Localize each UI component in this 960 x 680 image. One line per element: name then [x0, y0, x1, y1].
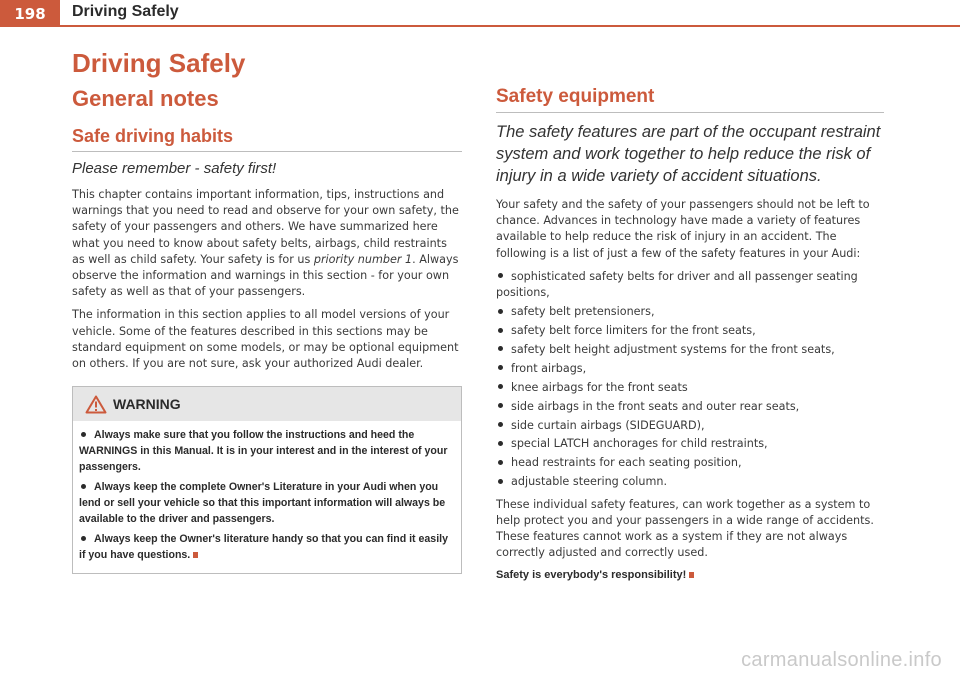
section-title-safety-equipment: Safety equipment	[496, 86, 884, 113]
list-item: head restraints for each seating position,	[496, 455, 884, 471]
safety-first-subtitle: Please remember - safety first!	[72, 160, 277, 177]
safety-equipment-paragraph: Your safety and the safety of your passengers should not be left to chance. Advances in technology have made a variety of features available to help reduce the risk of injury in an accident. The following is a list of just a few of the safety features in your Audi:	[496, 198, 870, 260]
bullet-icon	[498, 460, 503, 465]
warning-box	[72, 386, 462, 574]
warning-item: Always keep the Owner's literature handy so that you can find it easily if you have questions.	[79, 533, 448, 562]
end-of-section-icon	[193, 552, 198, 558]
end-of-section-icon	[689, 572, 694, 578]
section-title-general-notes: General notes	[72, 86, 219, 111]
list-item: front airbags,	[496, 361, 884, 377]
list-item: side airbags in the front seats and outer rear seats,	[496, 399, 884, 415]
running-title: Driving Safely	[72, 3, 179, 20]
page-number: 198	[0, 0, 60, 27]
warning-triangle-icon	[85, 395, 107, 414]
list-item: special LATCH anchorages for child restraints,	[496, 436, 884, 452]
list-item: safety belt height adjustment systems for the front seats,	[496, 342, 884, 358]
list-item: adjustable steering column.	[496, 474, 884, 490]
warning-label: WARNING	[113, 396, 181, 413]
responsibility-line: Safety is everybody's responsibility!	[496, 569, 884, 581]
warning-item: Always keep the complete Owner's Literature in your Audi when you lend or sell your vehicle so that this important information will always be available to the driver and passengers.	[79, 481, 446, 526]
right-column	[496, 86, 884, 581]
bullet-icon	[498, 384, 503, 389]
safety-features-list	[496, 269, 884, 491]
bullet-icon	[498, 309, 503, 314]
bullet-icon	[498, 441, 503, 446]
bullet-icon	[498, 479, 503, 484]
warning-body	[73, 421, 461, 573]
applicability-paragraph: The information in this section applies to all model versions of your vehicle. Some of the features described in this sections may be standard equipment on some models, or may be optional equipment on others. If you are not sure, ask your authorized Audi dealer.	[72, 308, 459, 371]
bullet-icon	[498, 422, 503, 427]
bullet-icon	[498, 403, 503, 408]
left-column	[72, 86, 462, 574]
list-item: sophisticated safety belts for driver and all passenger seating positions,	[496, 269, 858, 300]
warning-item: Always make sure that you follow the instructions and heed the WARNINGS in this Manual. It is in your interest and in the interest of your passengers.	[79, 429, 448, 474]
subsection-title-safe-driving: Safe driving habits	[72, 126, 462, 152]
bullet-icon	[498, 365, 503, 370]
bullet-icon	[81, 484, 86, 489]
header-rule	[60, 25, 960, 27]
system-paragraph: These individual safety features, can work together as a system to help protect you and your passengers in a wide range of accidents. These features cannot work as a system if they are not always correctly adjusted and correctly used.	[496, 497, 874, 560]
warning-header	[73, 387, 461, 421]
watermark: carmanualsonline.info	[741, 649, 942, 671]
bullet-icon	[81, 536, 86, 541]
list-item: knee airbags for the front seats	[496, 380, 884, 396]
bullet-icon	[81, 432, 86, 437]
intro-paragraph: This chapter contains important information, tips, instructions and warnings that you need to read and observe for your own safety, the safety of your passengers and others. We have summarized here what you need to know about safety belts, airbags, child restraints as well as child safety. Your safety is for us priority number 1. Always observe the information and warnings in this section - for your own safety as well as that of your passengers.	[72, 188, 459, 299]
bullet-icon	[498, 346, 503, 351]
list-item: safety belt force limiters for the front seats,	[496, 323, 884, 339]
safety-equipment-intro: The safety features are part of the occupant restraint system and work together to help reduce the risk of injury in a wide variety of accident situations.	[496, 123, 881, 185]
bullet-icon	[498, 273, 503, 278]
list-item: side curtain airbags (SIDEGUARD),	[496, 418, 884, 434]
bullet-icon	[498, 328, 503, 333]
list-item: safety belt pretensioners,	[496, 304, 884, 320]
chapter-title: Driving Safely	[72, 48, 246, 78]
